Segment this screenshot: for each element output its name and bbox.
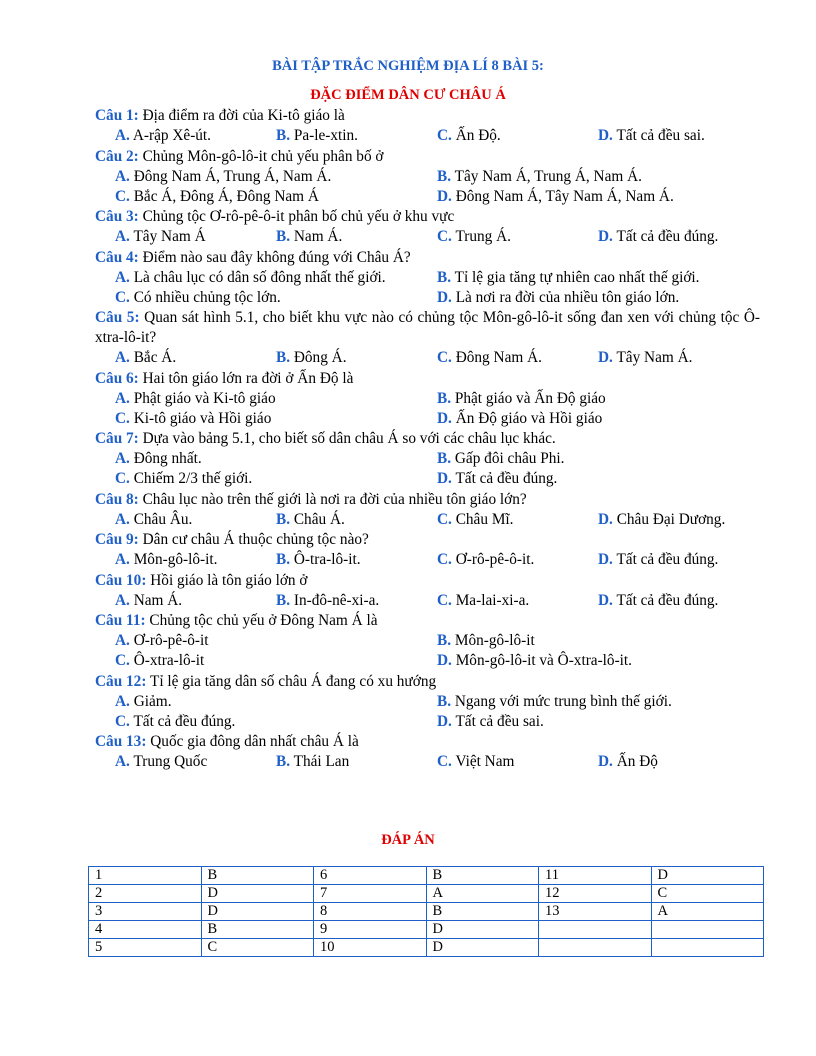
option-letter: C. xyxy=(437,753,452,770)
answer-letter: C xyxy=(651,885,764,903)
answer-option xyxy=(276,126,437,146)
option-letter: D. xyxy=(437,187,452,205)
question-item xyxy=(95,106,760,146)
answer-option xyxy=(598,591,759,611)
question-number: Câu 10: xyxy=(95,571,147,589)
answer-option xyxy=(437,692,759,712)
option-letter: D. xyxy=(598,127,613,144)
answer-letter: A xyxy=(426,885,539,903)
answer-option xyxy=(276,348,437,368)
question-stem xyxy=(95,611,760,631)
option-text: Gấp đôi châu Phi. xyxy=(454,450,565,467)
option-letter: B. xyxy=(276,228,291,245)
option-letter: C. xyxy=(115,712,130,730)
question-number: Câu 11: xyxy=(95,612,146,629)
option-letter: D. xyxy=(437,409,452,427)
option-text: Tất cả đều sai. xyxy=(616,127,705,144)
answer-question-number: 9 xyxy=(314,921,427,939)
answer-option xyxy=(598,227,759,247)
answer-option xyxy=(115,550,276,570)
option-letter: A. xyxy=(115,591,130,609)
question-number: Câu 5: xyxy=(95,309,140,326)
answer-option xyxy=(276,550,437,570)
option-letter: A. xyxy=(115,551,130,568)
answer-options xyxy=(95,389,760,429)
option-letter: A. xyxy=(115,389,130,407)
question-number: Câu 2: xyxy=(95,147,139,165)
answer-question-number: 10 xyxy=(314,939,427,957)
answer-question-number xyxy=(539,939,652,957)
question-item xyxy=(95,207,760,247)
answer-options xyxy=(95,348,760,368)
answer-option xyxy=(115,348,276,368)
answer-letter: D xyxy=(426,921,539,939)
answer-question-number: 2 xyxy=(89,885,202,903)
question-text: Hồi giáo là tôn giáo lớn ở xyxy=(150,571,308,589)
question-item xyxy=(95,147,760,207)
answer-option xyxy=(115,692,437,712)
option-letter: B. xyxy=(276,127,291,144)
question-stem xyxy=(95,490,760,510)
answer-option xyxy=(115,712,437,732)
question-number: Câu 6: xyxy=(95,369,139,387)
option-letter: B. xyxy=(276,510,291,528)
option-text: Đông nhất. xyxy=(133,450,202,467)
option-text: A-rập Xê-út. xyxy=(132,127,212,144)
answer-option xyxy=(115,288,437,308)
question-text: Quốc gia đông dân nhất châu Á là xyxy=(150,733,359,750)
answer-options xyxy=(95,449,760,489)
option-text: Việt Nam xyxy=(455,753,515,770)
option-text: Ma-lai-xi-a. xyxy=(455,591,530,609)
option-letter: B. xyxy=(437,692,452,710)
answer-options xyxy=(95,591,760,611)
option-text: In-đô-nê-xi-a. xyxy=(293,591,380,609)
option-text: Ô-xtra-lô-it xyxy=(133,652,205,669)
answer-option xyxy=(437,510,598,530)
option-letter: C. xyxy=(115,470,130,487)
answer-row xyxy=(89,885,764,903)
option-text: Pa-le-xtin. xyxy=(293,127,359,144)
option-text: Châu Âu. xyxy=(133,510,193,528)
answer-row xyxy=(89,867,764,885)
answer-option xyxy=(437,288,759,308)
answer-question-number: 5 xyxy=(89,939,202,957)
question-number: Câu 3: xyxy=(95,208,139,225)
question-item xyxy=(95,530,760,570)
option-letter: B. xyxy=(437,389,452,407)
option-text: Tây Nam Á xyxy=(133,228,206,245)
answer-option xyxy=(437,268,759,288)
answer-option xyxy=(437,752,598,772)
answer-options xyxy=(95,510,760,530)
question-stem xyxy=(95,672,760,692)
option-letter: A. xyxy=(115,753,130,770)
option-text: Đông Á. xyxy=(293,349,347,366)
answer-option xyxy=(437,348,598,368)
answer-option xyxy=(437,591,598,611)
answer-letter: D xyxy=(426,939,539,957)
answer-row xyxy=(89,939,764,957)
question-number: Câu 12: xyxy=(95,672,147,690)
option-letter: D. xyxy=(437,288,452,306)
option-letter: C. xyxy=(437,510,452,528)
option-letter: D. xyxy=(598,591,613,609)
answer-key-title: ĐÁP ÁN xyxy=(381,832,435,848)
question-number: Câu 9: xyxy=(95,531,139,548)
question-text: Chủng tộc chủ yếu ở Đông Nam Á là xyxy=(149,612,378,629)
answer-option xyxy=(276,591,437,611)
answer-question-number: 7 xyxy=(314,885,427,903)
option-text: Nam Á. xyxy=(293,228,343,245)
option-text: Là châu lục có dân số đông nhất thế giới. xyxy=(133,268,386,286)
question-item xyxy=(95,429,760,489)
answer-options xyxy=(95,752,760,772)
option-text: Tất cả đều đúng. xyxy=(133,712,236,730)
option-text: Phật giáo và Ấn Độ giáo xyxy=(454,389,606,407)
option-text: Ki-tô giáo và Hồi giáo xyxy=(133,409,272,427)
option-letter: C. xyxy=(115,187,130,205)
question-text: Châu lục nào trên thế giới là nơi ra đời của nhiều tôn giáo lớn? xyxy=(142,490,527,508)
option-letter: C. xyxy=(115,409,130,427)
option-text: Nam Á. xyxy=(133,591,183,609)
answer-option xyxy=(598,348,759,368)
question-number: Câu 4: xyxy=(95,248,139,266)
question-stem xyxy=(95,308,760,348)
option-letter: B. xyxy=(276,591,291,609)
question-text: Điểm nào sau đây không đúng với Châu Á? xyxy=(142,248,411,266)
option-text: Có nhiều chủng tộc lớn. xyxy=(133,288,281,306)
answer-letter: B xyxy=(201,867,314,885)
question-text: Chủng tộc Ơ-rô-pê-ô-it phân bố chủ yếu ở khu vực xyxy=(142,208,455,225)
option-letter: D. xyxy=(437,652,452,669)
option-text: Tất cả đều đúng. xyxy=(616,228,719,245)
question-stem xyxy=(95,106,760,126)
worksheet-title: BÀI TẬP TRẮC NGHIỆM ĐỊA LÍ 8 BÀI 5: xyxy=(272,58,544,74)
option-letter: C. xyxy=(437,349,452,366)
question-stem xyxy=(95,147,760,167)
question-stem xyxy=(95,571,760,591)
question-item xyxy=(95,308,760,368)
answer-options xyxy=(95,167,760,207)
option-letter: A. xyxy=(115,127,130,144)
answer-option xyxy=(115,631,437,651)
answer-option xyxy=(115,469,437,489)
question-text: Chủng Môn-gô-lô-it chủ yếu phân bố ở xyxy=(142,147,384,165)
answer-options xyxy=(95,126,760,146)
option-letter: A. xyxy=(115,268,130,286)
answer-option xyxy=(115,167,437,187)
question-stem xyxy=(95,248,760,268)
answer-row xyxy=(89,921,764,939)
option-text: Ơ-rô-pê-ô-it. xyxy=(455,551,535,568)
option-letter: A. xyxy=(115,510,130,528)
option-letter: C. xyxy=(115,652,130,669)
answer-row xyxy=(89,903,764,921)
answer-question-number: 6 xyxy=(314,867,427,885)
option-letter: A. xyxy=(115,450,130,467)
answer-question-number: 11 xyxy=(539,867,652,885)
option-text: Châu Đại Dương. xyxy=(616,510,726,528)
answer-question-number: 1 xyxy=(89,867,202,885)
question-item xyxy=(95,369,760,429)
answer-question-number: 3 xyxy=(89,903,202,921)
answer-option xyxy=(115,591,276,611)
option-letter: C. xyxy=(437,551,452,568)
answer-option xyxy=(437,227,598,247)
option-text: Môn-gô-lô-it và Ô-xtra-lô-it. xyxy=(455,652,632,669)
option-letter: B. xyxy=(276,551,291,568)
option-text: Tất cả đều đúng. xyxy=(455,470,558,487)
answer-option xyxy=(276,227,437,247)
question-number: Câu 7: xyxy=(95,430,139,447)
option-letter: D. xyxy=(598,228,613,245)
answer-letter: A xyxy=(651,903,764,921)
answer-question-number: 8 xyxy=(314,903,427,921)
question-list xyxy=(95,106,760,772)
question-stem xyxy=(95,732,760,752)
option-text: Tỉ lệ gia tăng tự nhiên cao nhất thế giới. xyxy=(454,268,700,286)
answer-option xyxy=(437,126,598,146)
answer-options xyxy=(95,268,760,308)
option-letter: C. xyxy=(437,228,452,245)
answer-option xyxy=(115,187,437,207)
option-text: Tây Nam Á, Trung Á, Nam Á. xyxy=(454,167,642,185)
option-text: Tất cả đều sai. xyxy=(455,712,544,730)
option-letter: B. xyxy=(437,167,452,185)
answer-option xyxy=(115,389,437,409)
option-text: Ấn Độ xyxy=(616,753,658,770)
option-text: Ngang với mức trung bình thế giới. xyxy=(454,692,672,710)
option-text: Ấn Độ giáo và Hồi giáo xyxy=(455,409,603,427)
answer-letter: B xyxy=(426,903,539,921)
option-letter: D. xyxy=(598,349,613,366)
option-letter: A. xyxy=(115,167,130,185)
answer-letter: D xyxy=(651,867,764,885)
answer-option xyxy=(437,389,759,409)
option-text: Thái Lan xyxy=(293,753,350,770)
option-text: Ơ-rô-pê-ô-it xyxy=(133,632,209,649)
option-text: Môn-gô-lô-it. xyxy=(133,551,218,568)
answer-option xyxy=(437,167,759,187)
answer-option xyxy=(598,510,759,530)
question-stem xyxy=(95,369,760,389)
answer-option xyxy=(115,227,276,247)
option-text: Là nơi ra đời của nhiều tôn giáo lớn. xyxy=(455,288,680,306)
answer-letter: D xyxy=(201,903,314,921)
answer-option xyxy=(598,550,759,570)
option-text: Đông Nam Á, Trung Á, Nam Á. xyxy=(133,167,332,185)
answer-options xyxy=(95,550,760,570)
question-number: Câu 13: xyxy=(95,733,147,750)
question-number: Câu 8: xyxy=(95,490,139,508)
answer-options xyxy=(95,227,760,247)
answer-option xyxy=(437,550,598,570)
answer-options xyxy=(95,631,760,671)
option-text: Châu Mĩ. xyxy=(455,510,514,528)
answer-option xyxy=(598,752,759,772)
answer-option xyxy=(276,752,437,772)
option-letter: B. xyxy=(276,349,291,366)
question-item xyxy=(95,571,760,611)
option-text: Ô-tra-lô-it. xyxy=(293,551,361,568)
option-letter: A. xyxy=(115,228,130,245)
option-letter: D. xyxy=(598,510,613,528)
answer-option xyxy=(115,651,437,671)
question-item xyxy=(95,490,760,530)
answer-option xyxy=(115,268,437,288)
answer-option xyxy=(115,449,437,469)
answer-letter xyxy=(651,939,764,957)
option-letter: A. xyxy=(115,632,130,649)
answer-option xyxy=(437,631,759,651)
answer-option xyxy=(598,126,759,146)
answer-question-number: 13 xyxy=(539,903,652,921)
answer-letter: B xyxy=(426,867,539,885)
option-text: Tây Nam Á. xyxy=(616,349,693,366)
option-letter: D. xyxy=(437,470,452,487)
option-letter: D. xyxy=(598,551,613,568)
option-letter: B. xyxy=(437,632,452,649)
answer-option xyxy=(437,712,759,732)
option-text: Giảm. xyxy=(133,692,172,710)
option-text: Phật giáo và Ki-tô giáo xyxy=(133,389,276,407)
option-text: Châu Á. xyxy=(293,510,345,528)
option-letter: D. xyxy=(437,712,452,730)
option-text: Bắc Á. xyxy=(133,349,177,366)
option-letter: C. xyxy=(437,127,452,144)
question-stem xyxy=(95,530,760,550)
option-text: Trung Á. xyxy=(455,228,511,245)
question-item xyxy=(95,248,760,308)
answer-option xyxy=(115,510,276,530)
option-text: Trung Quốc xyxy=(133,753,208,770)
answer-option xyxy=(437,449,759,469)
option-letter: B. xyxy=(437,268,452,286)
question-item xyxy=(95,672,760,732)
question-item xyxy=(95,732,760,772)
question-text: Dân cư châu Á thuộc chủng tộc nào? xyxy=(142,531,369,548)
question-text: Hai tôn giáo lớn ra đời ở Ấn Độ là xyxy=(142,369,354,387)
option-letter: B. xyxy=(276,753,291,770)
option-letter: C. xyxy=(115,288,130,306)
option-letter: A. xyxy=(115,692,130,710)
answer-letter: B xyxy=(201,921,314,939)
option-text: Chiếm 2/3 thế giới. xyxy=(133,470,253,487)
question-number: Câu 1: xyxy=(95,107,139,124)
answer-letter xyxy=(651,921,764,939)
option-letter: A. xyxy=(115,349,130,366)
question-item xyxy=(95,611,760,671)
answer-letter: C xyxy=(201,939,314,957)
question-stem xyxy=(95,207,760,227)
answer-options xyxy=(95,692,760,732)
answer-question-number xyxy=(539,921,652,939)
answer-option xyxy=(115,126,276,146)
option-text: Đông Nam Á. xyxy=(455,349,542,366)
answer-option xyxy=(115,752,276,772)
option-text: Bắc Á, Đông Á, Đông Nam Á xyxy=(133,187,319,205)
answer-option xyxy=(437,469,759,489)
option-text: Tất cả đều đúng. xyxy=(616,591,719,609)
option-text: Ấn Độ. xyxy=(455,127,501,144)
option-letter: B. xyxy=(437,450,452,467)
answer-option xyxy=(437,651,759,671)
option-text: Môn-gô-lô-it xyxy=(454,632,535,649)
question-text: Quan sát hình 5.1, cho biết khu vực nào có chủng tộc Môn-gô-lô-it sống đan xen với chủng tộc Ô-xtra-lô-it? xyxy=(95,309,760,346)
option-letter: C. xyxy=(437,591,452,609)
question-text: Địa điểm ra đời của Ki-tô giáo là xyxy=(142,107,345,124)
option-letter: D. xyxy=(598,753,613,770)
question-text: Dựa vào bảng 5.1, cho biết số dân châu Á so với các châu lục khác. xyxy=(142,430,556,447)
option-text: Đông Nam Á, Tây Nam Á, Nam Á. xyxy=(455,187,674,205)
answer-letter: D xyxy=(201,885,314,903)
answer-key-table xyxy=(88,866,764,957)
answer-question-number: 4 xyxy=(89,921,202,939)
answer-option xyxy=(437,409,759,429)
question-text: Tỉ lệ gia tăng dân số châu Á đang có xu hướng xyxy=(149,672,437,690)
answer-option xyxy=(115,409,437,429)
option-text: Tất cả đều đúng. xyxy=(616,551,719,568)
answer-question-number: 12 xyxy=(539,885,652,903)
answer-option xyxy=(437,187,759,207)
answer-option xyxy=(276,510,437,530)
worksheet-subtitle: ĐẶC ĐIỂM DÂN CƯ CHÂU Á xyxy=(310,87,506,103)
question-stem xyxy=(95,429,760,449)
